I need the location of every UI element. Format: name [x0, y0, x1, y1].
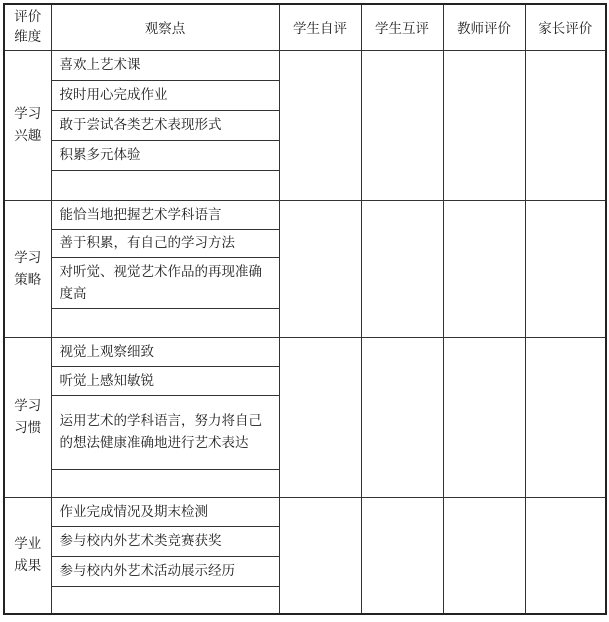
point-cell [51, 170, 279, 200]
parent-rating-cell[interactable] [525, 337, 606, 497]
header-peer: 学生互评 [361, 4, 443, 50]
point-cell: 作业完成情况及期末检测 [51, 497, 279, 526]
teacher-rating-cell[interactable] [443, 50, 525, 200]
table-row [4, 50, 606, 80]
self-rating-cell[interactable] [279, 497, 361, 614]
dimension-cell-habits: 学习 习惯 [4, 337, 51, 497]
evaluation-table [3, 3, 607, 615]
parent-rating-cell[interactable] [525, 200, 606, 337]
table-row [4, 337, 606, 366]
point-cell: 敢于尝试各类艺术表现形式 [51, 110, 279, 140]
dimension-cell-achievements: 学业 成果 [4, 497, 51, 614]
header-self: 学生自评 [279, 4, 361, 50]
point-cell: 按时用心完成作业 [51, 80, 279, 110]
teacher-rating-cell[interactable] [443, 337, 525, 497]
point-cell: 善于积累，有自己的学习方法 [51, 229, 279, 257]
peer-rating-cell[interactable] [361, 337, 443, 497]
self-rating-cell[interactable] [279, 200, 361, 337]
self-rating-cell[interactable] [279, 50, 361, 200]
point-cell: 对听觉、视觉艺术作品的再现准确度高 [51, 257, 279, 308]
teacher-rating-cell[interactable] [443, 497, 525, 614]
teacher-rating-cell[interactable] [443, 200, 525, 337]
peer-rating-cell[interactable] [361, 200, 443, 337]
point-cell: 能恰当地把握艺术学科语言 [51, 200, 279, 229]
point-cell: 运用艺术的学科语言，努力将自己的想法健康准确地进行艺术表达 [51, 395, 279, 469]
point-cell: 喜欢上艺术课 [51, 50, 279, 80]
self-rating-cell[interactable] [279, 337, 361, 497]
dimension-cell-strategy: 学习 策略 [4, 200, 51, 337]
point-cell [51, 308, 279, 337]
table-row [4, 200, 606, 229]
point-cell: 参与校内外艺术活动展示经历 [51, 556, 279, 586]
header-parent: 家长评价 [525, 4, 606, 50]
peer-rating-cell[interactable] [361, 50, 443, 200]
parent-rating-cell[interactable] [525, 50, 606, 200]
point-cell [51, 469, 279, 497]
point-cell: 视觉上观察细致 [51, 337, 279, 366]
dimension-cell-interest: 学习 兴趣 [4, 50, 51, 200]
point-cell: 积累多元体验 [51, 140, 279, 170]
header-dimension: 评价 维度 [4, 4, 51, 50]
point-cell: 参与校内外艺术类竞赛获奖 [51, 526, 279, 556]
point-cell: 听觉上感知敏锐 [51, 366, 279, 395]
header-point: 观察点 [51, 4, 279, 50]
table-row [4, 497, 606, 526]
point-cell [51, 586, 279, 614]
header-teacher: 教师评价 [443, 4, 525, 50]
peer-rating-cell[interactable] [361, 497, 443, 614]
header-row [4, 4, 606, 50]
parent-rating-cell[interactable] [525, 497, 606, 614]
